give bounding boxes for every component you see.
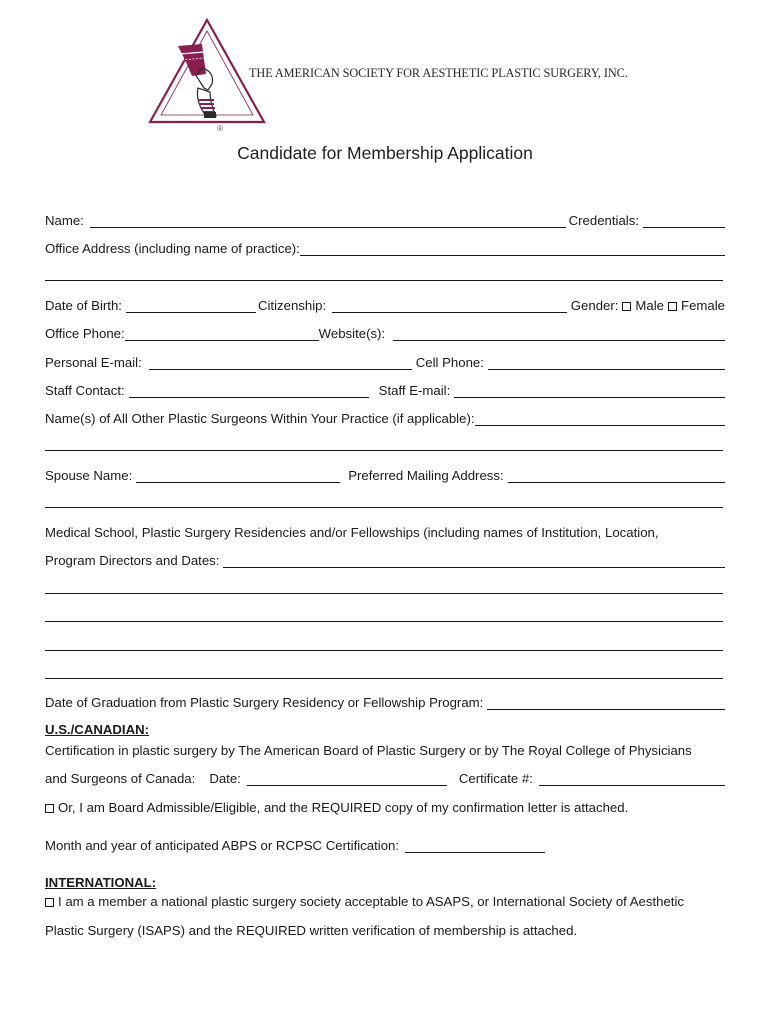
certificate-number-field[interactable] [539,773,725,786]
page-title: Candidate for Membership Application [237,143,533,163]
staff-email-field[interactable] [454,385,725,398]
name-field[interactable] [90,215,566,228]
certificate-number-label: Certificate #: [458,771,533,786]
female-checkbox[interactable] [668,302,677,311]
credentials-field[interactable] [643,215,725,228]
certification-date-label: Date: [209,771,241,786]
websites-label: Website(s): [318,326,386,341]
international-member-label-2: Plastic Surgery (ISAPS) and the REQUIRED written verification of membership is attached. [45,923,578,938]
staff-email-label: Staff E-mail: [378,383,451,398]
spouse-name-label: Spouse Name: [45,468,133,483]
graduation-row [45,692,725,710]
certification-label-2: and Surgeons of Canada: [45,771,196,786]
medical-school-field-2[interactable] [45,593,723,594]
spouse-name-field[interactable] [136,470,340,483]
name-label: Name: [45,213,84,228]
office-address-label: Office Address (including name of practice): [45,241,300,256]
office-address-field[interactable] [300,243,725,256]
program-directors-field[interactable] [223,555,725,568]
female-label: Female [681,298,725,313]
dob-row [45,295,725,313]
international-heading: INTERNATIONAL: [45,875,157,890]
medical-school-field-3[interactable] [45,621,723,622]
other-surgeons-field-2[interactable] [45,450,723,451]
staff-contact-label: Staff Contact: [45,383,125,398]
board-eligible-label: Or, I am Board Admissible/Eligible, and the REQUIRED copy of my confirmation letter is attached. [58,800,629,815]
certification-date-field[interactable] [247,773,447,786]
dob-field[interactable] [126,300,256,313]
male-label: Male [635,298,665,313]
board-eligible-checkbox[interactable] [45,804,54,813]
office-phone-field[interactable] [125,328,319,341]
anticipated-row [45,835,725,853]
personal-email-row [45,352,725,370]
other-surgeons-field[interactable] [475,413,725,426]
certification-date-row [45,768,725,786]
dob-label: Date of Birth: [45,298,122,313]
other-surgeons-row [45,408,725,426]
websites-field[interactable] [393,328,725,341]
mailing-address-field[interactable] [508,470,725,483]
office-phone-label: Office Phone: [45,326,125,341]
personal-email-label: Personal E-mail: [45,355,142,370]
medical-school-row [45,522,725,540]
personal-email-field[interactable] [149,357,412,370]
us-canadian-heading-row [45,719,725,737]
office-phone-row [45,323,725,341]
citizenship-label: Citizenship: [257,298,327,313]
medical-school-field-4[interactable] [45,650,723,651]
spouse-row [45,465,725,483]
anticipated-label: Month and year of anticipated ABPS or RCPSC Certification: [45,838,400,853]
gender-label: Gender: [570,298,619,313]
international-member-row-2 [45,920,725,938]
credentials-label: Credentials: [568,213,639,228]
graduation-label: Date of Graduation from Plastic Surgery Residency or Fellowship Program: [45,695,484,710]
male-checkbox[interactable] [622,302,631,311]
program-directors-label: Program Directors and Dates: [45,553,220,568]
staff-contact-row [45,380,725,398]
citizenship-field[interactable] [332,300,567,313]
program-directors-row [45,550,725,568]
organization-name: THE AMERICAN SOCIETY FOR AESTHETIC PLASTIC SURGERY, INC. [249,66,628,80]
certification-row [45,740,725,758]
international-member-label: I am a member a national plastic surgery society acceptable to ASAPS, or International Society of Aesthetic [58,894,684,909]
staff-contact-field[interactable] [129,385,369,398]
graduation-field[interactable] [487,697,725,710]
mailing-address-field-2[interactable] [45,507,723,508]
international-heading-row [45,872,725,890]
anticipated-field[interactable] [405,840,545,853]
office-address-field-2[interactable] [45,280,723,281]
logo-registered-mark: ® [217,124,223,133]
medical-school-label: Medical School, Plastic Surgery Residencies and/or Fellowships (including names of Institution, Location, [45,525,659,540]
medical-school-field-5[interactable] [45,678,723,679]
other-surgeons-label: Name(s) of All Other Plastic Surgeons Within Your Practice (if applicable): [45,411,475,426]
mailing-address-label: Preferred Mailing Address: [348,468,504,483]
certification-label: Certification in plastic surgery by The American Board of Plastic Surgery or by The Royal College of Physicians [45,743,692,758]
us-canadian-heading: U.S./CANADIAN: [45,722,150,737]
office-address-row [45,238,725,256]
international-member-row [45,891,725,909]
board-eligible-row [45,797,725,815]
international-member-checkbox[interactable] [45,898,54,907]
name-row [45,210,725,228]
cell-phone-label: Cell Phone: [415,355,484,370]
cell-phone-field[interactable] [488,357,725,370]
